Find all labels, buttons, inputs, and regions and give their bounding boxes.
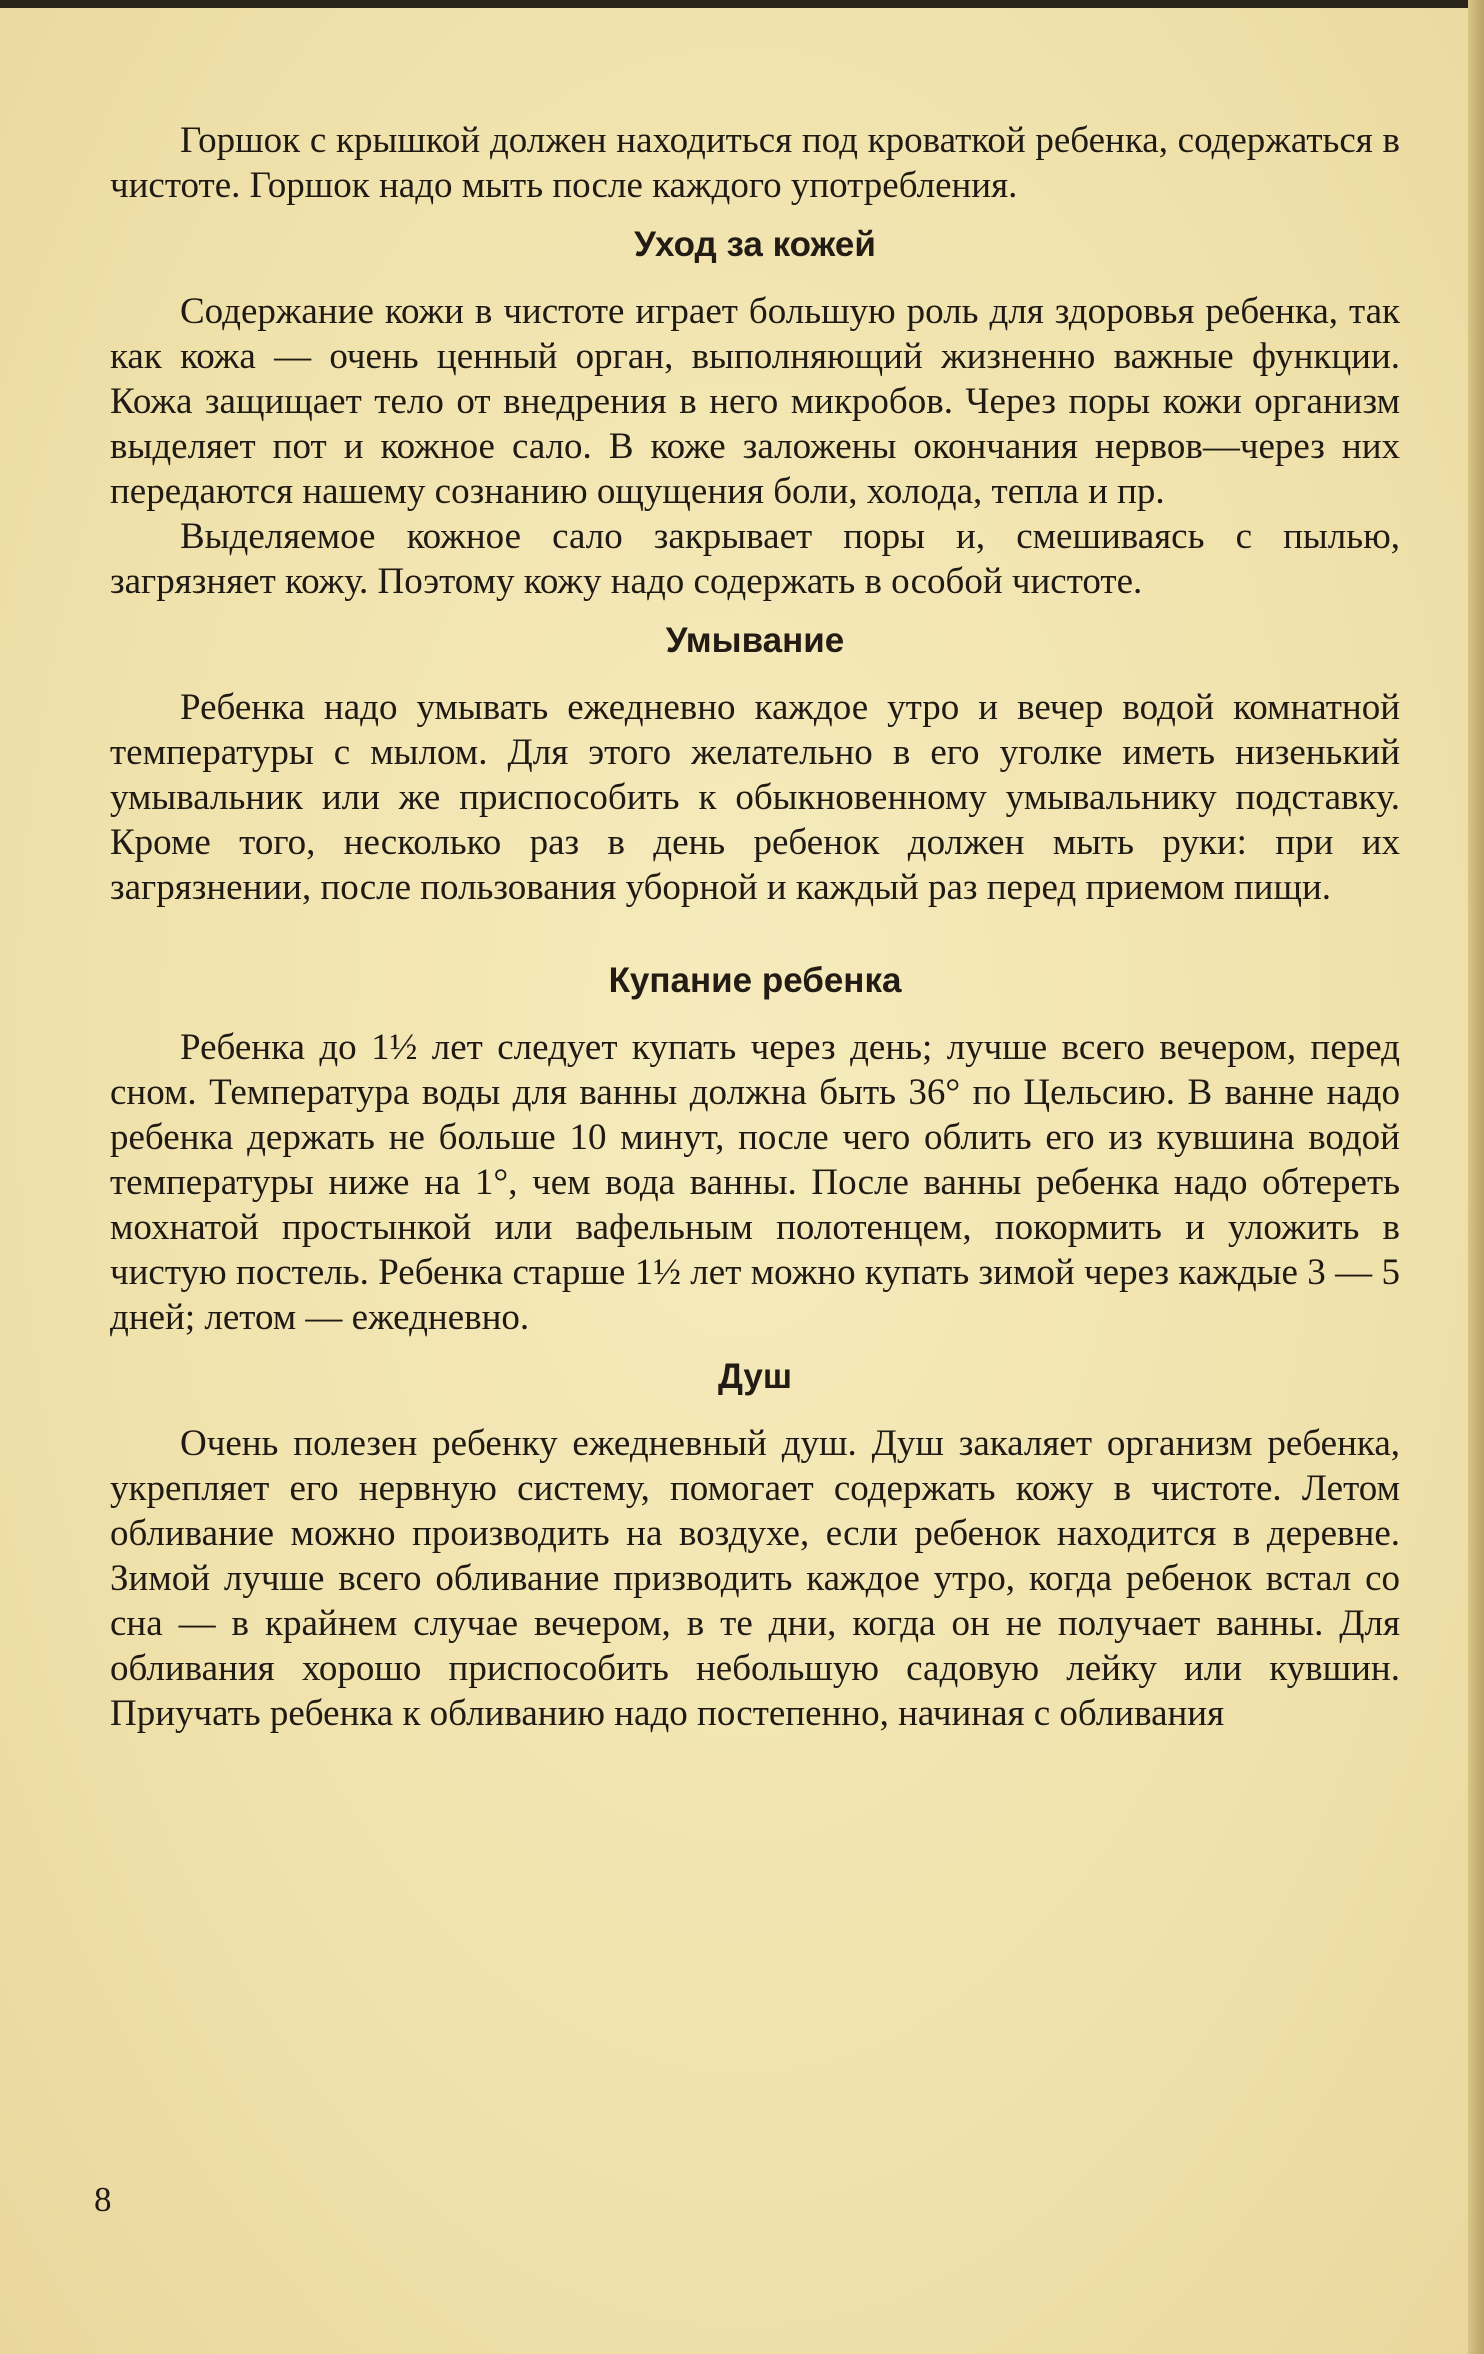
heading-bathing: Купание ребенка bbox=[608, 961, 902, 1000]
paragraph-potty: Горшок с крышкой должен находиться под кроваткой ребенка, содержаться в чистоте. Горшок надо мыть после каждого употребления. bbox=[110, 120, 1400, 206]
paragraph-washing: Ребенка надо умывать ежедневно каждое утро и вечер водой комнатной температуры с мылом. Для этого желательно в его уголке иметь низенький умывальник или же приспособить к обыкновенному умывальнику подставку. Кроме того, несколько раз в день ребенок должен мыть руки: при их загрязнении, после пользования уборной и каждый раз перед приемом пищи. bbox=[110, 687, 1400, 908]
paragraph-skin-1: Содержание кожи в чистоте играет большую роль для здоровья ребенка, так как кожа — очень ценный орган, выполняющий жизненно важные функции. Кожа защищает тело от внедрения в него микробов. Через поры кожи организм выделяет пот и кожное сало. В коже заложены окончания нервов—через них передаются нашему сознанию ощущения боли, холода, тепла и пр. bbox=[110, 291, 1400, 512]
page-content bbox=[110, 118, 1400, 1736]
page-right-edge bbox=[1468, 0, 1484, 2354]
heading-shower: Душ bbox=[718, 1357, 792, 1396]
page-number: 8 bbox=[94, 2180, 112, 2219]
paragraph-shower: Очень полезен ребенку ежедневный душ. Душ закаляет организм ребенка, укрепляет его нервную систему, помогает содержать кожу в чистоте. Летом обливание можно производить на воздухе, если ребенок находится в деревне. Зимой лучше всего обливание призводить каждое утро, когда ребенок встал со сна — в крайнем случае вечером, в те дни, когда он не получает ванны. Для обливания хорошо приспособить небольшую садовую лейку или кувшин. Приучать ребенка к обливанию надо постепенно, начиная с обливания bbox=[110, 1423, 1400, 1734]
paragraph-bathing: Ребенка до 1½ лет следует купать через день; лучше всего вечером, перед сном. Температура воды для ванны должна быть 36° по Цельсию. В ванне надо ребенка держать не больше 10 минут, после чего облить его из кувшина водой температуры ниже на 1°, чем вода ванны. После ванны ребенка надо обтереть мохнатой простынкой или вафельным полотенцем, покормить и уложить в чистую постель. Ребенка старше 1½ лет можно купать зимой через каждые 3 — 5 дней; летом — ежедневно. bbox=[110, 1027, 1400, 1338]
paragraph-skin-2: Выделяемое кожное сало закрывает поры и, смешиваясь с пылью, загрязняет кожу. Поэтому кожу надо содержать в особой чистоте. bbox=[110, 516, 1400, 602]
page-top-edge bbox=[0, 0, 1484, 8]
heading-skin-care: Уход за кожей bbox=[634, 225, 876, 264]
heading-washing: Умывание bbox=[665, 621, 845, 660]
